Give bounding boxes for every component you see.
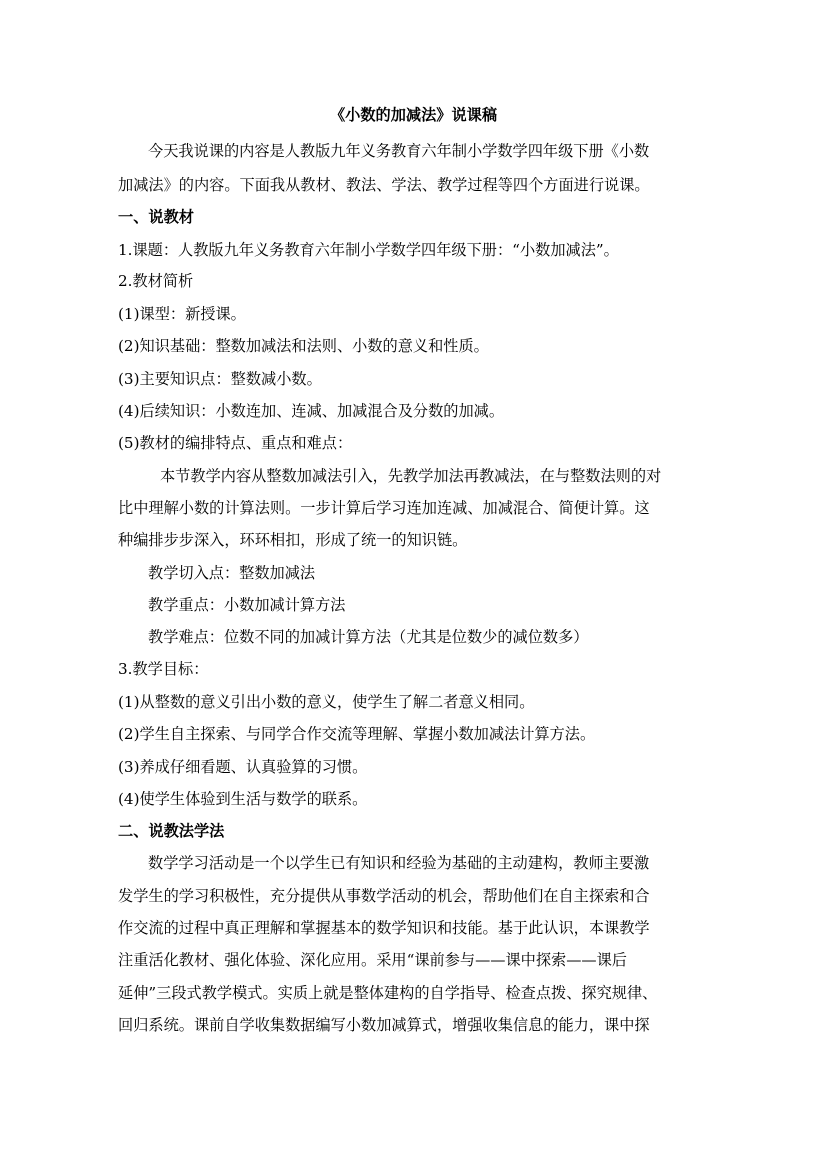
arrangement-line-1: 本节教学内容从整数加减法引入，先教学加法再教减法，在与整数法则的对 [160, 467, 662, 485]
methods-line-4: 注重活化教材、强化体验、深化应用。采用“课前参与——课中探索——课后 [118, 951, 627, 969]
methods-line-5: 延伸”三段式教学模式。实质上就是整体建构的自学指导、检查点拨、探究规律、 [118, 984, 658, 1002]
methods-line-1: 数学学习活动是一个以学生已有知识和经验为基础的主动建构，教师主要激 [148, 854, 650, 872]
goal-item-3: (3)养成仔细看题、认真验算的习惯。 [118, 758, 368, 776]
section-heading-materials: 一、说教材 [118, 208, 194, 226]
section-heading-methods: 二、说教法学法 [118, 822, 225, 840]
methods-line-6: 回归系统。课前自学收集数据编写小数加减算式，增强收集信息的能力，课中探 [118, 1016, 650, 1034]
analysis-item-3: (3)主要知识点：整数减小数。 [118, 370, 322, 388]
topic-line: 1.课题：人教版九年义务教育六年制小学数学四年级下册：“小数加减法”。 [118, 241, 619, 259]
goal-item-4: (4)使学生体验到生活与数学的联系。 [118, 790, 368, 808]
key-point-line: 教学重点：小数加减计算方法 [148, 596, 346, 614]
intro-line-1: 今天我说课的内容是人教版九年义务教育六年制小学数学四年级下册《小数 [148, 142, 650, 160]
analysis-item-5: (5)教材的编排特点、重点和难点： [118, 434, 353, 452]
analysis-item-2: (2)知识基础：整数加减法和法则、小数的意义和性质。 [118, 337, 489, 355]
analysis-heading: 2.教材简析 [118, 272, 194, 290]
methods-line-3: 作交流的过程中真正理解和掌握基本的数学知识和技能。基于此认识，本课教学 [118, 919, 650, 937]
intro-line-2: 加减法》的内容。下面我从教材、教法、学法、教学过程等四个方面进行说课。 [118, 176, 650, 194]
analysis-item-1: (1)课型：新授课。 [118, 305, 246, 323]
goal-item-1: (1)从整数的意义引出小数的意义，使学生了解二者意义相同。 [118, 693, 535, 711]
arrangement-line-2: 比中理解小数的计算法则。一步计算后学习连加连减、加减混合、简便计算。这 [118, 499, 650, 517]
analysis-item-4: (4)后续知识：小数连加、连减、加减混合及分数的加减。 [118, 402, 505, 420]
methods-line-2: 发学生的学习积极性，充分提供从事数学活动的机会，帮助他们在自主探索和合 [118, 887, 650, 905]
document-title: 《小数的加减法》说课稿 [329, 106, 498, 124]
arrangement-line-3: 种编排步步深入，环环相扣，形成了统一的知识链。 [118, 531, 468, 549]
entry-point-line: 教学切入点：整数加减法 [148, 564, 316, 582]
goal-item-2: (2)学生自主探索、与同学合作交流等理解、掌握小数加减法计算方法。 [118, 725, 596, 743]
goals-heading: 3.教学目标： [118, 660, 209, 678]
difficulty-line: 教学难点：位数不同的加减计算方法（尤其是位数少的减位数多） [148, 628, 589, 646]
